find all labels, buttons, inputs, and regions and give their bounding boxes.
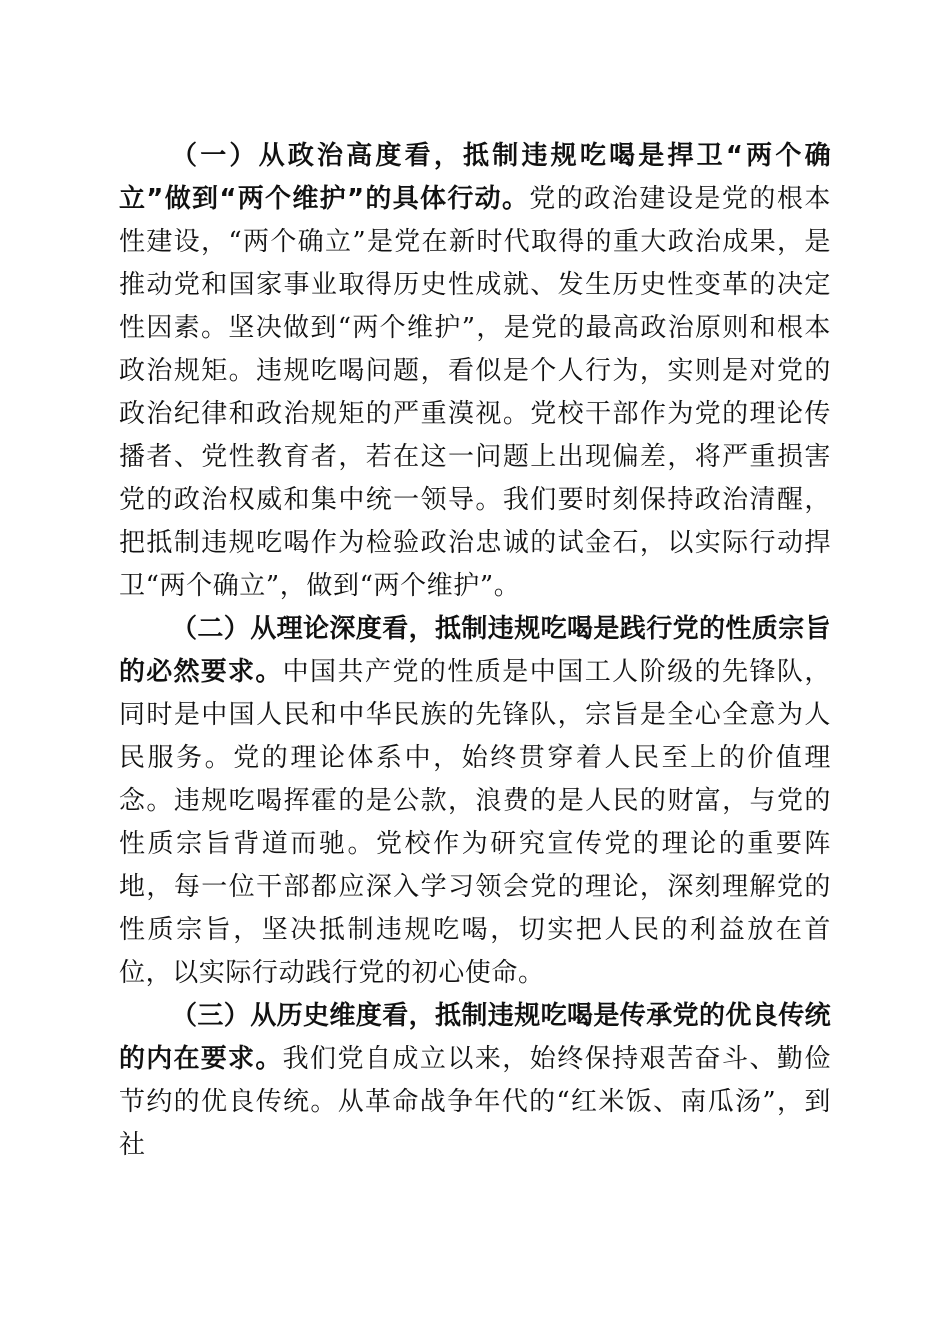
paragraph-historical-dimension (119, 995, 831, 1167)
paragraph-text: 我们党自成立以来，始终保持艰苦奋斗、勤俭节约的优良传统。从革命战争年代的“红米饭、南瓜汤”，到社 (119, 1044, 831, 1160)
paragraph-text: 中国共产党的性质是中国工人阶级的先锋队，同时是中国人民和中华民族的先锋队，宗旨是全心全意为人民服务。党的理论体系中，始终贯穿着人民至上的价值理念。违规吃喝挥霍的是公款，浪费的是人民的财富，与党的性质宗旨背道而驰。党校作为研究宣传党的理论的重要阵地，每一位干部都应深入学习领会党的理论，深刻理解党的性质宗旨，坚决抵制违规吃喝，切实把人民的利益放在首位，以实际行动践行党的初心使命。 (119, 657, 831, 988)
document-body (119, 135, 831, 1167)
paragraph-heading: （三）从历史维度看，抵制违规吃喝是传承党的优良传统的内在要求。 (119, 1001, 832, 1074)
paragraph-heading: （二）从理论深度看，抵制违规吃喝是践行党的性质宗旨的必然要求。 (119, 614, 832, 687)
paragraph-text: 党的政治建设是党的根本性建设，“两个确立”是党在新时代取得的重大政治成果，是推动党和国家事业取得历史性成就、发生历史性变革的决定性因素。坚决做到“两个维护”，是党的最高政治原则和根本政治规矩。违规吃喝问题，看似是个人行为，实则是对党的政治纪律和政治规矩的严重漠视。党校干部作为党的理论传播者、党性教育者，若在这一问题上出现偏差，将严重损害党的政治权威和集中统一领导。我们要时刻保持政治清醒，把抵制违规吃喝作为检验政治忠诚的试金石，以实际行动捍卫“两个确立”，做到“两个维护”。 (119, 184, 831, 601)
paragraph-theoretical-depth (119, 608, 831, 995)
paragraph-political-height (119, 135, 831, 608)
paragraph-heading: （一）从政治高度看，抵制违规吃喝是捍卫“两个确立”做到“两个维护”的具体行动。 (119, 141, 831, 214)
